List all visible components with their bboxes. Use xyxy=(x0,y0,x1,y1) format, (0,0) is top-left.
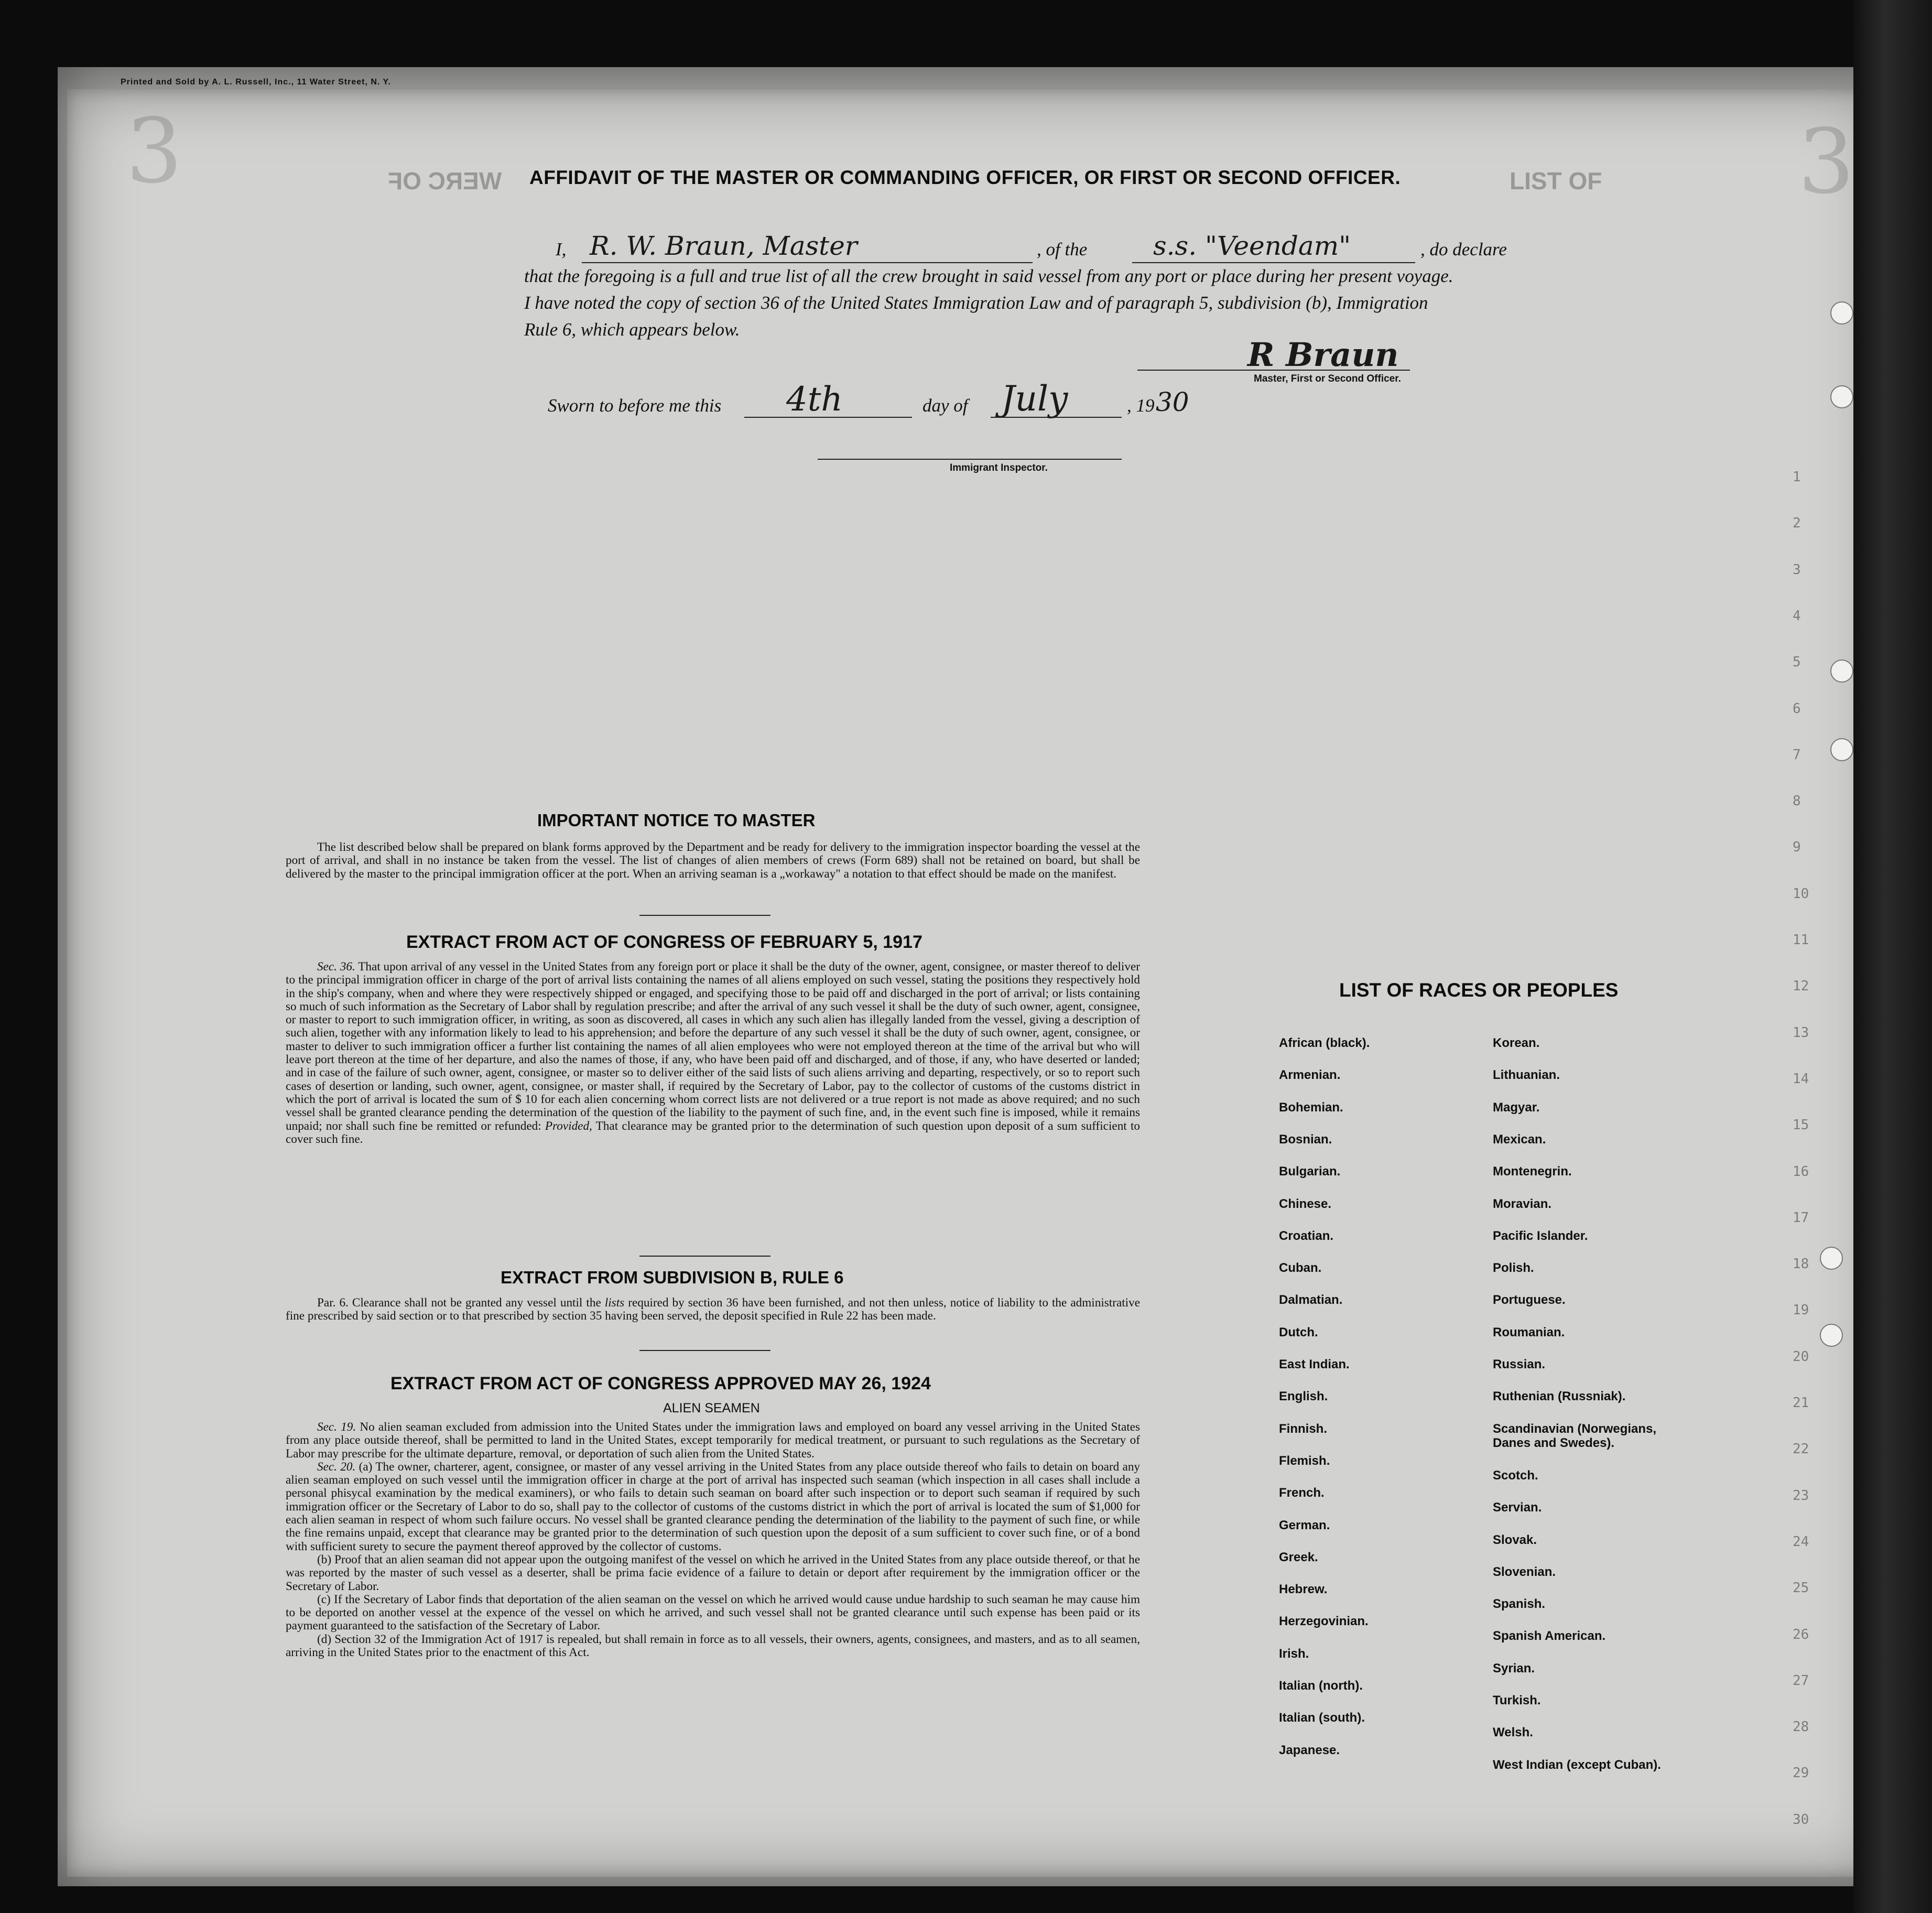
race-item: Cuban. xyxy=(1279,1261,1322,1276)
race-item: Bulgarian. xyxy=(1279,1164,1341,1179)
row-number: 18 xyxy=(1793,1256,1809,1272)
race-item: Magyar. xyxy=(1493,1100,1540,1115)
year-prefix: , 19 xyxy=(1127,395,1155,416)
row-number: 22 xyxy=(1793,1441,1809,1457)
race-item: Scandinavian (Norwegians, Danes and Swedes). xyxy=(1493,1421,1657,1450)
race-item: Japanese. xyxy=(1279,1743,1340,1757)
race-item: Flemish. xyxy=(1279,1453,1330,1468)
sec-20b-paragraph: (b) Proof that an alien seaman did not appear upon the outgoing manifest of the vessel on which he arrived in the United States from any place outside thereof, or that he was reported by the master of such vessel as a deserter, shall be prima facie evidence of a failure to detain or deport after requirement by the immigration officer or the Secretary of Labor. xyxy=(286,1552,1140,1593)
race-item: Italian (north). xyxy=(1279,1679,1363,1693)
showthrough-sheet-number: 3 xyxy=(126,100,183,203)
race-item: Korean. xyxy=(1493,1036,1540,1050)
row-number: 14 xyxy=(1793,1071,1809,1087)
race-item: Armenian. xyxy=(1279,1068,1341,1083)
sworn-day-handwritten: 4th xyxy=(786,380,843,419)
race-item: Moravian. xyxy=(1493,1196,1552,1211)
signature-caption xyxy=(1254,373,1401,385)
row-number: 20 xyxy=(1793,1348,1809,1365)
race-item: East Indian. xyxy=(1279,1357,1350,1371)
divider xyxy=(639,915,770,916)
race-item: English. xyxy=(1279,1389,1328,1404)
row-number: 19 xyxy=(1793,1302,1809,1318)
race-item: French. xyxy=(1279,1486,1325,1500)
showthrough-title-right: LIST OF xyxy=(1510,167,1602,194)
row-number: 23 xyxy=(1793,1487,1809,1504)
race-item: Dalmatian. xyxy=(1279,1293,1343,1307)
signature-caption-text: Master, First or Second Officer. xyxy=(1254,373,1401,384)
sec-20d-paragraph: (d) Section 32 of the Immigration Act of 1917 is repealed, but shall remain in force as to all vessels, their owners, agents, consignees, and masters, and as to all seamen, arriving in the United States prior to the enactment of this Act. xyxy=(286,1632,1140,1660)
race-item: German. xyxy=(1279,1518,1330,1532)
row-number: 25 xyxy=(1793,1580,1809,1596)
row-number: 24 xyxy=(1793,1533,1809,1550)
alien-seamen-subtitle: ALIEN SEAMEN xyxy=(663,1401,760,1415)
race-item: Syrian. xyxy=(1493,1661,1535,1676)
race-item: Slovenian. xyxy=(1493,1564,1556,1579)
row-number: 10 xyxy=(1793,885,1809,902)
race-item: West Indian (except Cuban). xyxy=(1493,1757,1661,1772)
race-item: Portuguese. xyxy=(1493,1293,1566,1307)
races-title: LIST OF RACES OR PEOPLES xyxy=(1339,979,1619,1001)
signature-line xyxy=(1137,370,1410,371)
row-number: 28 xyxy=(1793,1719,1809,1735)
affidavit-of-the: , of the xyxy=(1037,239,1088,260)
sec-36-label: Sec. 36. xyxy=(317,960,355,974)
rule6-text-b: required by section 36 have been furnished, and not then unless, notice of liability to the administrative fine prescribed by said section or to that prescribed by section 35 having been served, the deposit specified in Rule 22 has been made. xyxy=(286,1296,1141,1323)
affidavit-do-declare: , do declare xyxy=(1420,239,1507,260)
row-number: 8 xyxy=(1793,793,1801,809)
affidavit-line-4: Rule 6, which appears below. xyxy=(524,319,740,340)
extract-1924-body xyxy=(286,1421,1140,1659)
race-item: Polish. xyxy=(1493,1261,1534,1276)
race-item: Hebrew. xyxy=(1279,1582,1328,1597)
race-item: African (black). xyxy=(1279,1036,1370,1050)
row-number: 27 xyxy=(1793,1672,1809,1689)
sec-19-label: Sec. 19. xyxy=(317,1420,356,1434)
sec-20a-text: (a) The owner, charterer, agent, consignee, or master of any vessel arriving in the United States from any place outside thereof who fails to detain on board any alien seaman employed on such vessel until the immigration officer in charge at the port of arrival has inspected such seaman (which inspection in all cases shall include a personal phisycal examination by the medical examiners), or who fails to detain such seaman on board after such inspection or to deport such seaman if required by such immigration officer or the Secretary of Labor to do so, shall pay to the collector of customs of the customs district in which the port of arrival is located the sum of $1,000 for each alien seaman in respect of whom such failure occurs. No vessel shall be granted clearance pending the determination of the liability to the payment of such fine, or while the fine remains unpaid, except that clearance may be granted prior to the determination of such question upon the deposit of a sum sufficient to cover such fine, or of a bond with sufficient surety to secure the payment thereof approved by the collector of customs. xyxy=(286,1460,1141,1553)
binder-hole xyxy=(1820,1324,1843,1347)
vessel-name-line xyxy=(1132,262,1415,263)
race-item: Scotch. xyxy=(1493,1468,1538,1483)
row-number: 12 xyxy=(1793,978,1809,995)
race-item: Pacific Islander. xyxy=(1493,1228,1588,1243)
divider xyxy=(639,1350,770,1351)
race-item: Montenegrin. xyxy=(1493,1164,1572,1179)
race-item: Turkish. xyxy=(1493,1693,1541,1707)
race-item: Ruthenian (Russniak). xyxy=(1493,1389,1626,1404)
rule6-title: EXTRACT FROM SUBDIVISION B, RULE 6 xyxy=(501,1268,844,1287)
master-signature: R Braun xyxy=(1247,336,1399,374)
row-number: 4 xyxy=(1793,608,1801,624)
sec-36-text: That upon arrival of any vessel in the United States from any foreign port or place it shall be the duty of the owner, agent, consignee, or master thereof to deliver to the principal immigration officer in charge of the port of arrival lists containing the names of all aliens employed on such vessel, stating the positions they respectively hold in the ship's company, when and where they were respectively shipped or engaged, and specifying those to be paid off and discharged in the port of arrival; or lists containing so much of such information as the Secretary of Labor shall by regulation prescribe; and after the arrival of any such vessel it shall be the duty of such owner, agent, consignee, or master to report to such immigration officer, in writing, as soon as discovered, all cases in which any such alien has illegally landed from the vessel, giving a description of such alien, together with any information likely to lead to his apprehension; and before the departure of any such vessel it shall be the duty of such owner, agent, consignee, or master to deliver to such immigration officer a further list containing the names of all alien employees who were not employed thereon at the time of the arrival but who will leave port thereon at the time of her departure, and also the names of those, if any, who have been paid off and discharged, and of those, if any, who have deserted or landed; and in case of the failure of such owner, agent, consignee, or master so to deliver either of the said lists of such aliens arriving and departing, respectively, or so to report such cases of desertion or landing, such owner, agent, consignee, or master shall, if required by the Secretary of Labor, pay to the collector of customs of the customs district in which the port of arrival is located the sum of $ 10 for each alien concerning whom correct lists are not delivered or a true report is not made as above required; and no such vessel shall be granted clearance pending the determination of the question of the liability to the payment of such fine, and, in the event such fine is imposed, while it remains unpaid; nor shall such fine be remitted or refunded: xyxy=(286,960,1140,1133)
row-number: 15 xyxy=(1793,1117,1809,1133)
sec-19-paragraph xyxy=(286,1421,1140,1461)
extract-1924-title: EXTRACT FROM ACT OF CONGRESS APPROVED MAY 26, 1924 xyxy=(390,1374,931,1393)
row-number: 30 xyxy=(1793,1811,1809,1828)
affidavit-line-2: that the foregoing is a full and true list of all the crew brought in said vessel from any port or place during her present voyage. xyxy=(524,266,1453,286)
race-item: Mexican. xyxy=(1493,1132,1546,1147)
divider xyxy=(639,1256,770,1257)
row-number: 1 xyxy=(1793,469,1801,485)
sworn-year-handwritten: 30 xyxy=(1156,387,1189,417)
row-number: 9 xyxy=(1793,839,1801,856)
row-number: 2 xyxy=(1793,515,1801,532)
month-line xyxy=(991,417,1122,418)
race-item: Greek. xyxy=(1279,1550,1318,1564)
sec-19-text: No alien seaman excluded from admission into the United States under the immigration laws and employed on board any vessel arriving in the United States from any place outside thereof, shall be permitted to land in the United States, except temporarily for medical treatment, or pursuant to such regulations as the Secretary of Labor may prescribe for the ultimate departure, removal, or deportation of such alien from the United States. xyxy=(286,1420,1140,1461)
race-item: Welsh. xyxy=(1493,1725,1533,1740)
row-number: 3 xyxy=(1793,561,1801,578)
race-item: Dutch. xyxy=(1279,1325,1318,1339)
rule6-lists: lists xyxy=(604,1296,625,1310)
sworn-month-handwritten: July xyxy=(1001,379,1068,419)
sworn-text: Sworn to before me this xyxy=(548,395,722,416)
affidavit-line-3: I have noted the copy of section 36 of the United States Immigration Law and of paragraph 5, subdivision (b), Immigration xyxy=(524,293,1428,313)
inspector-caption: Immigrant Inspector. xyxy=(950,462,1048,473)
row-number: 7 xyxy=(1793,747,1801,763)
notice-body: The list described below shall be prepared on blank forms approved by the Department and be ready for delivery to the immigration inspector boarding the vessel at the port of arrival, and shall in no instance be taken from the vessel. The list of changes of alien members of crews (Form 689) shall not be retained on board, but shall be delivered by the master to the principal immigration officer at the port. When an arriving seaman is a „workaway" a notation to that effect should be made on the manifest. xyxy=(286,840,1140,881)
affidavit-i: I, xyxy=(556,239,567,260)
row-number: 11 xyxy=(1793,932,1809,948)
sec-36-tail: That clearance may be granted prior to the determination of such question upon deposit of a sum sufficient to cover such fine. xyxy=(286,1119,1140,1146)
race-item: Croatian. xyxy=(1279,1228,1334,1243)
race-item: Roumanian. xyxy=(1493,1325,1565,1339)
race-item: Russian. xyxy=(1493,1357,1546,1371)
row-number: 16 xyxy=(1793,1163,1809,1180)
race-item: Servian. xyxy=(1493,1500,1542,1515)
binder-hole xyxy=(1830,738,1853,761)
race-item: Spanish American. xyxy=(1493,1629,1606,1644)
row-number: 13 xyxy=(1793,1024,1809,1041)
race-item: Bosnian. xyxy=(1279,1132,1332,1147)
day-line xyxy=(744,417,912,418)
scan-edge xyxy=(1853,0,1932,1913)
rule6-body xyxy=(286,1296,1140,1323)
sec-20c-paragraph: (c) If the Secretary of Labor finds that deportation of the alien seaman on the vessel on which he arrived would cause undue hardship to such seaman he may cause him to be deported on another vessel at the expence of the vessel on which he arrived, and such vessel shall not be granted clearance until such expense has been paid or its payment guaranteed to the satisfaction of the Secretary of Labor. xyxy=(286,1592,1140,1633)
race-item: Finnish. xyxy=(1279,1421,1327,1436)
row-number: 26 xyxy=(1793,1626,1809,1642)
provided-label: Provided, xyxy=(545,1119,592,1133)
race-item: Irish. xyxy=(1279,1646,1309,1661)
notice-title: IMPORTANT NOTICE TO MASTER xyxy=(537,810,816,830)
rule6-text-a: Par. 6. Clearance shall not be granted any vessel until the xyxy=(317,1296,601,1310)
race-item: Slovak. xyxy=(1493,1532,1537,1547)
master-name-handwritten: R. W. Braun, Master xyxy=(590,231,858,261)
showthrough-title: WERC OF xyxy=(388,167,502,194)
vessel-name-handwritten: s.s. "Veendam" xyxy=(1153,231,1351,261)
extract-1917-title: EXTRACT FROM ACT OF CONGRESS OF FEBRUARY 5, 1917 xyxy=(406,932,922,952)
race-item: Herzegovinian. xyxy=(1279,1614,1369,1629)
inspector-line xyxy=(818,459,1122,460)
sec-20-label: Sec. 20. xyxy=(317,1460,356,1474)
sec-20a-paragraph xyxy=(286,1461,1140,1553)
race-item: Lithuanian. xyxy=(1493,1068,1560,1083)
row-number: 6 xyxy=(1793,700,1801,717)
race-item: Bohemian. xyxy=(1279,1100,1343,1115)
day-of-text: day of xyxy=(922,395,968,416)
race-item: Chinese. xyxy=(1279,1196,1332,1211)
affidavit-title: AFFIDAVIT OF THE MASTER OR COMMANDING OFFICER, OR FIRST OR SECOND OFFICER. xyxy=(529,167,1401,188)
binder-hole xyxy=(1830,385,1853,408)
row-number: 17 xyxy=(1793,1209,1809,1226)
showthrough-sheet-number-right: 3 xyxy=(1798,110,1855,214)
row-number: 29 xyxy=(1793,1765,1809,1781)
row-number: 5 xyxy=(1793,654,1801,671)
race-item: Spanish. xyxy=(1493,1597,1546,1612)
binder-hole xyxy=(1820,1247,1843,1270)
extract-1917-body xyxy=(286,960,1140,1146)
row-number: 21 xyxy=(1793,1395,1809,1411)
master-name-line xyxy=(582,262,1033,263)
binder-hole xyxy=(1830,660,1853,683)
printer-line: Printed and Sold by A. L. Russell, Inc., 11 Water Street, N. Y. xyxy=(121,78,391,87)
binder-hole xyxy=(1830,301,1853,325)
race-item: Italian (south). xyxy=(1279,1711,1365,1725)
